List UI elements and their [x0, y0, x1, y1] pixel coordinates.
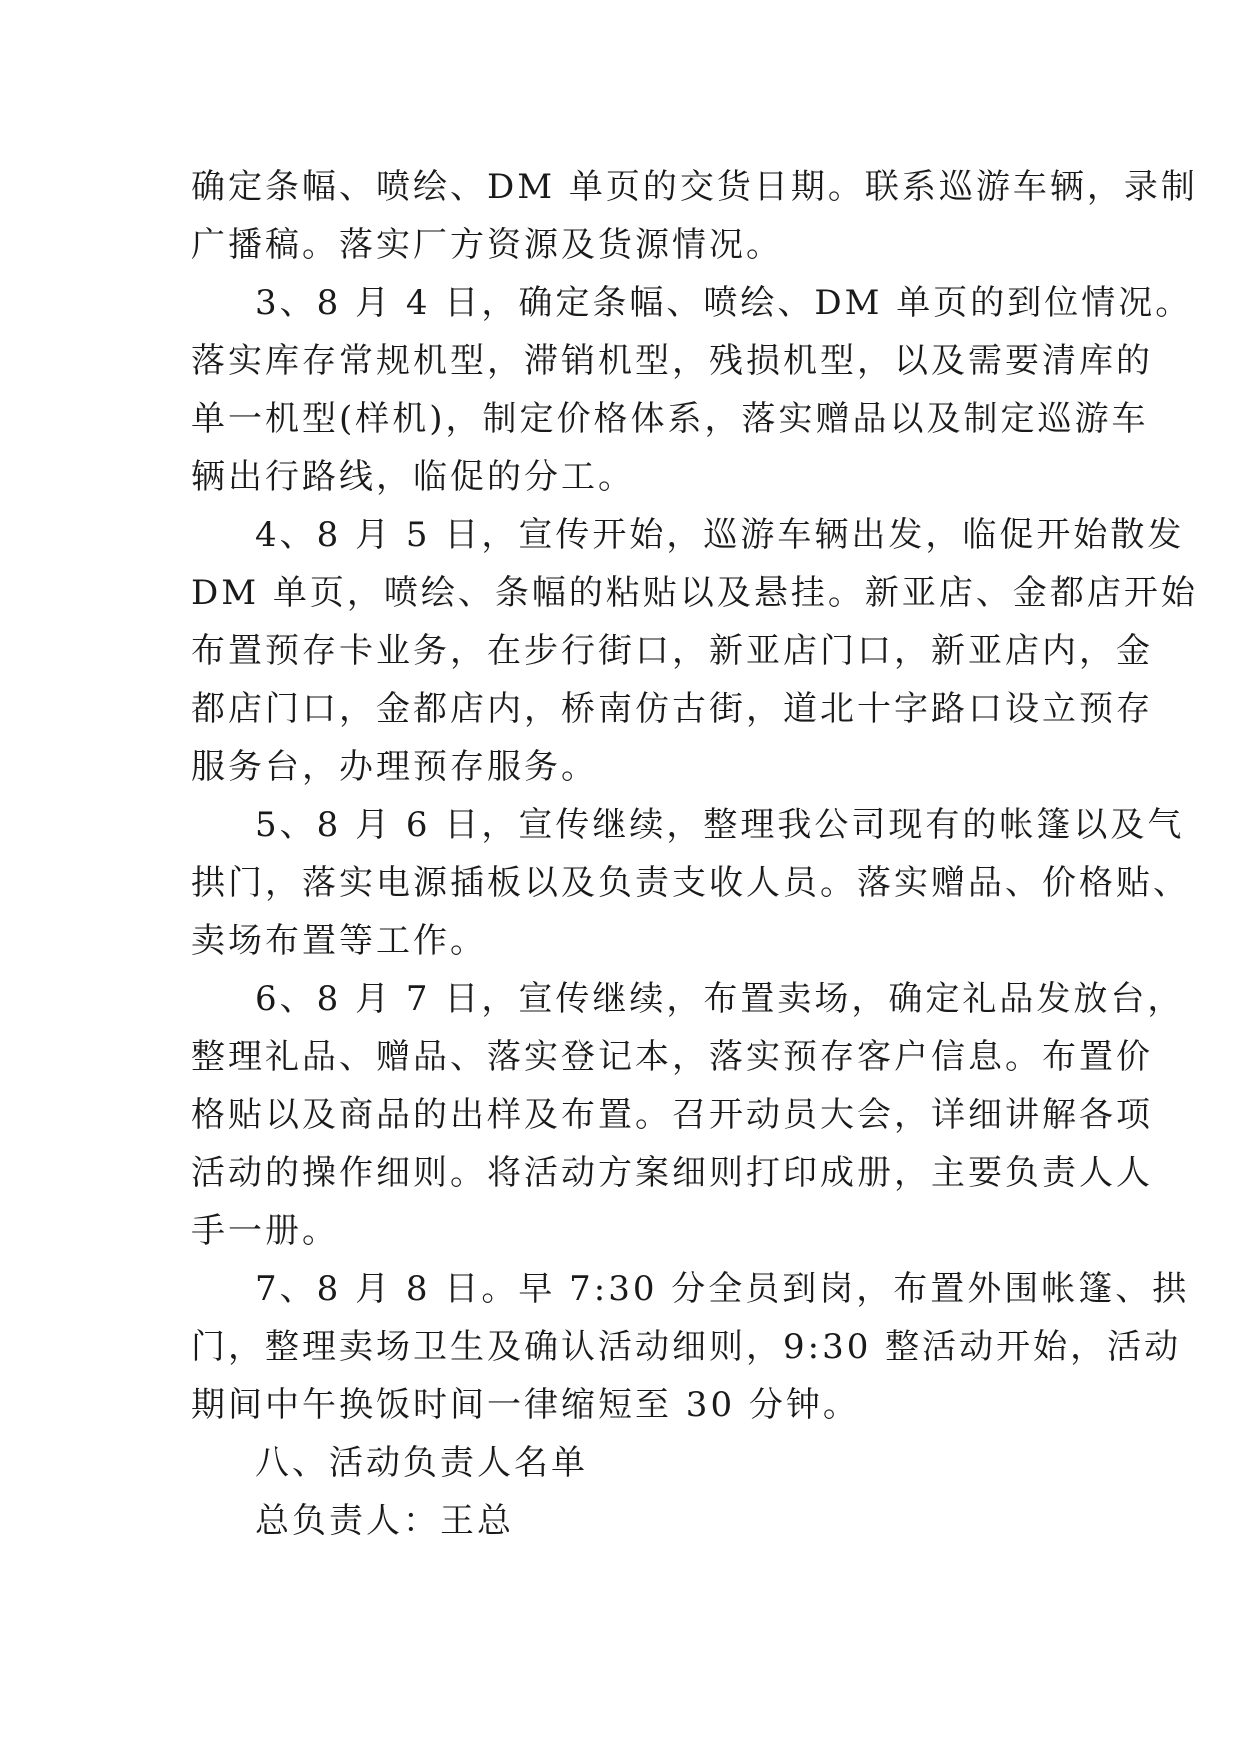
text-line: 4、8 月 5 日，宣传开始，巡游车辆出发，临促开始散发	[255, 515, 1185, 555]
text-line: 总负责人：王总	[255, 1501, 514, 1541]
text-line: 7、8 月 8 日。早 7:30 分全员到岗，布置外围帐篷、拱	[255, 1269, 1190, 1309]
text-line: 确定条幅、喷绘、DM 单页的交货日期。联系巡游车辆，录制	[191, 167, 1198, 207]
text-line: 活动的操作细则。将活动方案细则打印成册，主要负责人人	[191, 1153, 1153, 1193]
text-line: 5、8 月 6 日，宣传继续，整理我公司现有的帐篷以及气	[255, 805, 1185, 845]
text-line: 6、8 月 7 日，宣传继续，布置卖场，确定礼品发放台，	[255, 979, 1185, 1019]
text-line: 都店门口，金都店内，桥南仿古街，道北十字路口设立预存	[191, 689, 1153, 729]
text-line: 拱门，落实电源插板以及负责支收人员。落实赠品、价格贴、	[191, 863, 1190, 903]
text-line: 卖场布置等工作。	[191, 921, 487, 961]
text-line: 格贴以及商品的出样及布置。召开动员大会，详细讲解各项	[191, 1095, 1153, 1135]
text-line: 布置预存卡业务，在步行街口，新亚店门口，新亚店内，金	[191, 631, 1153, 671]
document-body	[191, 158, 1198, 1550]
text-line: DM 单页，喷绘、条幅的粘贴以及悬挂。新亚店、金都店开始	[191, 573, 1198, 613]
text-line: 3、8 月 4 日，确定条幅、喷绘、DM 单页的到位情况。	[255, 283, 1193, 323]
text-line: 落实库存常规机型，滞销机型，残损机型，以及需要清库的	[191, 341, 1153, 381]
text-line: 辆出行路线，临促的分工。	[191, 457, 635, 497]
text-line: 期间中午换饭时间一律缩短至 30 分钟。	[191, 1385, 860, 1425]
text-line: 整理礼品、赠品、落实登记本，落实预存客户信息。布置价	[191, 1037, 1153, 1077]
text-line: 单一机型(样机)，制定价格体系，落实赠品以及制定巡游车	[191, 399, 1149, 439]
text-line: 服务台，办理预存服务。	[191, 747, 598, 787]
text-line: 广播稿。落实厂方资源及货源情况。	[191, 225, 783, 265]
text-line: 门，整理卖场卫生及确认活动细则，9:30 整活动开始，活动	[191, 1327, 1182, 1367]
section-heading: 八、活动负责人名单	[255, 1443, 588, 1483]
text-line: 手一册。	[191, 1211, 339, 1251]
